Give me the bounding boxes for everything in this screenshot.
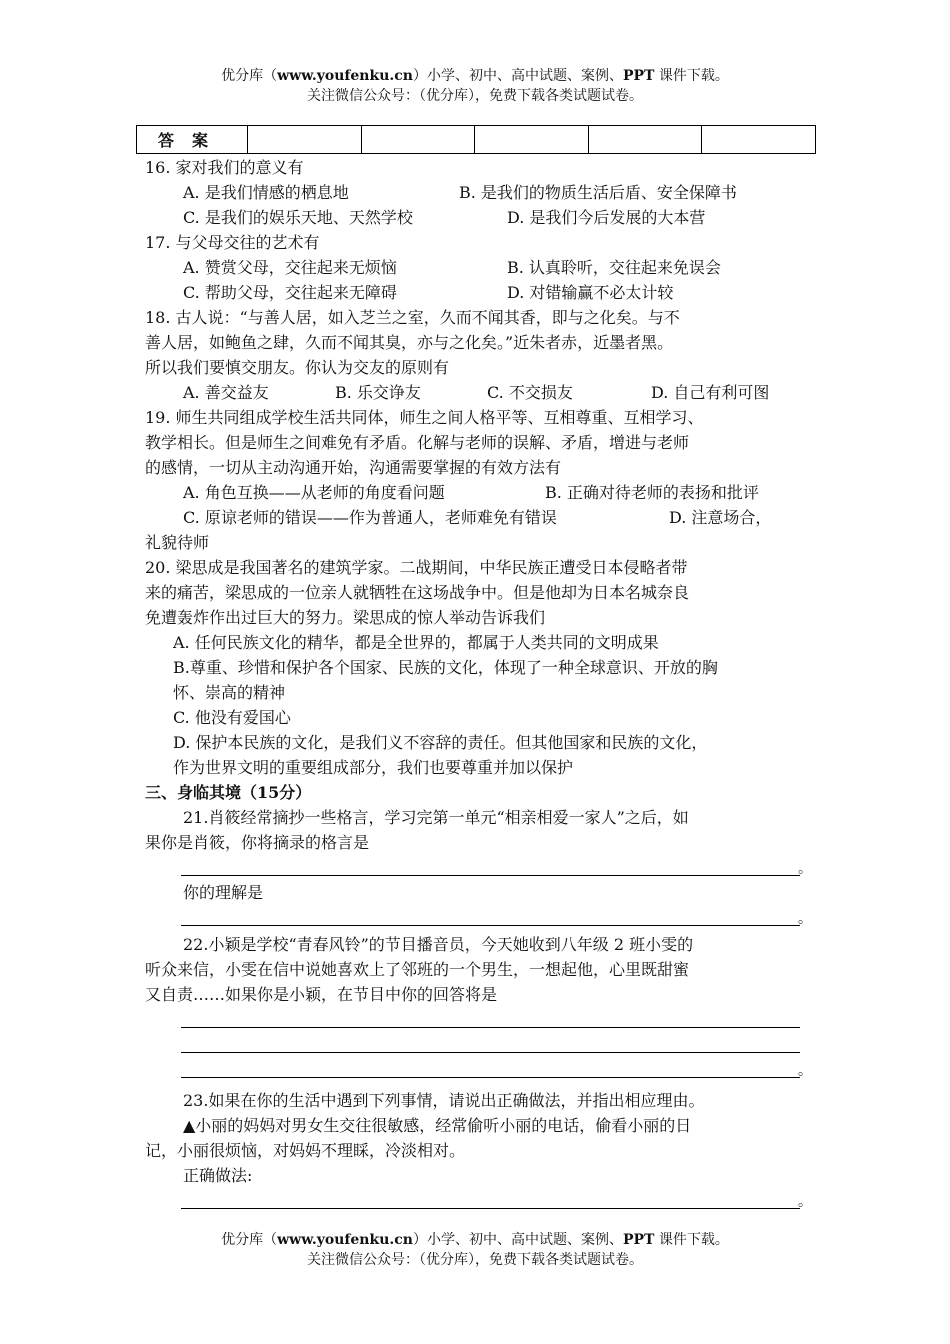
q18-stem-line: 善人居，如鲍鱼之肆，久而不闻其臭，亦与之化矣。”近朱者赤，近墨者黑。 — [145, 333, 674, 352]
q17-options-row1 — [145, 255, 810, 280]
q22-answer-line-2[interactable] — [181, 1032, 810, 1057]
q17-option-b: B. 认真聆听，交往起来免误会 — [507, 258, 721, 277]
q18-option-b: B. 乐交诤友 — [335, 383, 421, 402]
period: 。 — [798, 911, 812, 927]
answer-table — [136, 125, 816, 154]
q17-option-c: C. 帮助父母，交往起来无障碍 — [183, 283, 397, 302]
footer-line-1 — [0, 1230, 950, 1250]
q16-option-b: B. 是我们的物质生活后盾、安全保障书 — [459, 183, 737, 202]
q16-option-d: D. 是我们今后发展的大本营 — [507, 208, 706, 227]
header-line-2: 关注微信公众号：（优分库），免费下载各类试题试卷。 — [307, 88, 643, 104]
footer-line-2: 关注微信公众号：（优分库），免费下载各类试题试卷。 — [307, 1252, 643, 1268]
page-header — [0, 66, 950, 106]
q23-correct-label: 正确做法: — [183, 1166, 253, 1185]
q16-options-row1 — [145, 180, 810, 205]
section-3-title: 三、身临其境（15分） — [145, 783, 312, 802]
q23-line: ▲小丽的妈妈对男女生交往很敏感，经常偷听小丽的电话，偷看小丽的日 — [183, 1116, 692, 1135]
q20-option-a: A. 任何民族文化的精华，都是全世界的，都属于人类共同的文明成果 — [173, 633, 659, 652]
q21-understand-line[interactable] — [181, 905, 810, 930]
q21-line: 果你是肖筱，你将摘录的格言是 — [145, 833, 370, 852]
q16-stem: 16. 家对我们的意义有 — [145, 158, 304, 177]
footer-text: 课件下载。 — [654, 1232, 729, 1248]
q18-options-row — [145, 380, 810, 405]
period: 。 — [798, 1194, 812, 1210]
header-ppt: PPT — [622, 68, 655, 84]
q21-understand-label: 你的理解是 — [183, 883, 264, 902]
header-line-1 — [0, 66, 950, 86]
answer-rule — [181, 1027, 800, 1028]
q16-options-row2 — [145, 205, 810, 230]
q22-line: 22.小颖是学校“青春风铃”的节目播音员，今天她收到八年级 2 班小雯的 — [183, 935, 694, 954]
answer-cell[interactable] — [702, 126, 816, 154]
q19-options-row1 — [145, 480, 810, 505]
q20-stem-line: 20. 梁思成是我国著名的建筑学家。二战期间，中华民族正遭受日本侵略者带 — [145, 558, 688, 577]
q19-stem-line: 19. 师生共同组成学校生活共同体，师生之间人格平等、互相尊重、互相学习、 — [145, 408, 704, 427]
answer-cell[interactable] — [475, 126, 589, 154]
answer-rule — [181, 1052, 800, 1053]
q16-option-c: C. 是我们的娱乐天地、天然学校 — [183, 208, 413, 227]
footer-text: 优分库（ — [221, 1232, 278, 1248]
q19-option-b: B. 正确对待老师的表扬和批评 — [545, 483, 759, 502]
header-url: www.youfenku.cn — [277, 68, 413, 84]
answer-label: 答案 — [137, 126, 248, 154]
period: 。 — [798, 1063, 812, 1079]
q16-option-a: A. 是我们情感的栖息地 — [183, 183, 349, 202]
q20-option-d-line: 作为世界文明的重要组成部分，我们也要尊重并加以保护 — [173, 758, 574, 777]
q17-option-a: A. 赞赏父母，交往起来无烦恼 — [183, 258, 397, 277]
q22-line: 又自责……如果你是小颖，在节目中你的回答将是 — [145, 985, 498, 1004]
header-text: 课件下载。 — [654, 68, 729, 84]
q20-option-d-line: D. 保护本民族的文化，是我们义不容辞的责任。但其他国家和民族的文化， — [173, 733, 708, 752]
q21-line: 21.肖筱经常摘抄一些格言，学习完第一单元“相亲相爱一家人”之后，如 — [183, 808, 689, 827]
q21-answer-line[interactable] — [181, 855, 810, 880]
answer-rule — [181, 875, 800, 876]
q22-line: 听众来信，小雯在信中说她喜欢上了邻班的一个男生，一想起他，心里既甜蜜 — [145, 960, 690, 979]
q18-option-c: C. 不交损友 — [487, 383, 573, 402]
q19-option-a: A. 角色互换——从老师的角度看问题 — [183, 483, 445, 502]
q23-line: 记，小丽很烦恼，对妈妈不理睬，冷淡相对。 — [145, 1141, 466, 1160]
answer-rule — [181, 1077, 800, 1078]
q18-option-a: A. 善交益友 — [183, 383, 269, 402]
q18-option-d: D. 自己有利可图 — [651, 383, 770, 402]
q19-stem-line: 的感情，一切从主动沟通开始，沟通需要掌握的有效方法有 — [145, 458, 562, 477]
q20-stem-line: 来的痛苦，梁思成的一位亲人就牺牲在这场战争中。但是他却为日本名城奈良 — [145, 583, 690, 602]
footer-url: www.youfenku.cn — [277, 1232, 413, 1248]
q20-option-b-line: B.尊重、珍惜和保护各个国家、民族的文化，体现了一种全球意识、开放的胸 — [173, 658, 718, 677]
page-footer — [0, 1230, 950, 1270]
q20-stem-line: 免遭轰炸作出过巨大的努力。梁思成的惊人举动告诉我们 — [145, 608, 546, 627]
q17-options-row2 — [145, 280, 810, 305]
question-content — [145, 155, 810, 1213]
footer-ppt: PPT — [622, 1232, 655, 1248]
q19-option-d-cont: 礼貌待师 — [145, 533, 210, 552]
q18-stem-line: 所以我们要慎交朋友。你认为交友的原则有 — [145, 358, 450, 377]
header-text: 优分库（ — [221, 68, 278, 84]
header-text: ）小学、初中、高中试题、案例、 — [412, 68, 623, 84]
q20-option-b-line: 怀、崇高的精神 — [173, 683, 286, 702]
period: 。 — [798, 861, 812, 877]
q22-answer-line-3[interactable] — [181, 1057, 810, 1082]
answer-cell[interactable] — [588, 126, 702, 154]
q19-stem-line: 教学相长。但是师生之间难免有矛盾。化解与老师的误解、矛盾，增进与老师 — [145, 433, 690, 452]
q19-option-d: D. 注意场合， — [669, 508, 772, 527]
q19-options-row2 — [145, 505, 810, 530]
answer-rule — [181, 1208, 800, 1209]
answer-cell[interactable] — [248, 126, 362, 154]
q19-option-c: C. 原谅老师的错误——作为普通人，老师难免有错误 — [183, 508, 557, 527]
q20-option-c: C. 他没有爱国心 — [173, 708, 291, 727]
q17-stem: 17. 与父母交往的艺术有 — [145, 233, 320, 252]
q17-option-d: D. 对错输赢不必太计较 — [507, 283, 674, 302]
q22-answer-line-1[interactable] — [181, 1007, 810, 1032]
q18-stem-line: 18. 古人说：“与善人居，如入芝兰之室，久而不闻其香，即与之化矣。与不 — [145, 308, 680, 327]
q23-line: 23.如果在你的生活中遇到下列事情，请说出正确做法，并指出相应理由。 — [183, 1091, 705, 1110]
answer-cell[interactable] — [361, 126, 475, 154]
footer-text: ）小学、初中、高中试题、案例、 — [412, 1232, 623, 1248]
answer-rule — [181, 925, 800, 926]
q23-answer-line[interactable] — [181, 1188, 810, 1213]
